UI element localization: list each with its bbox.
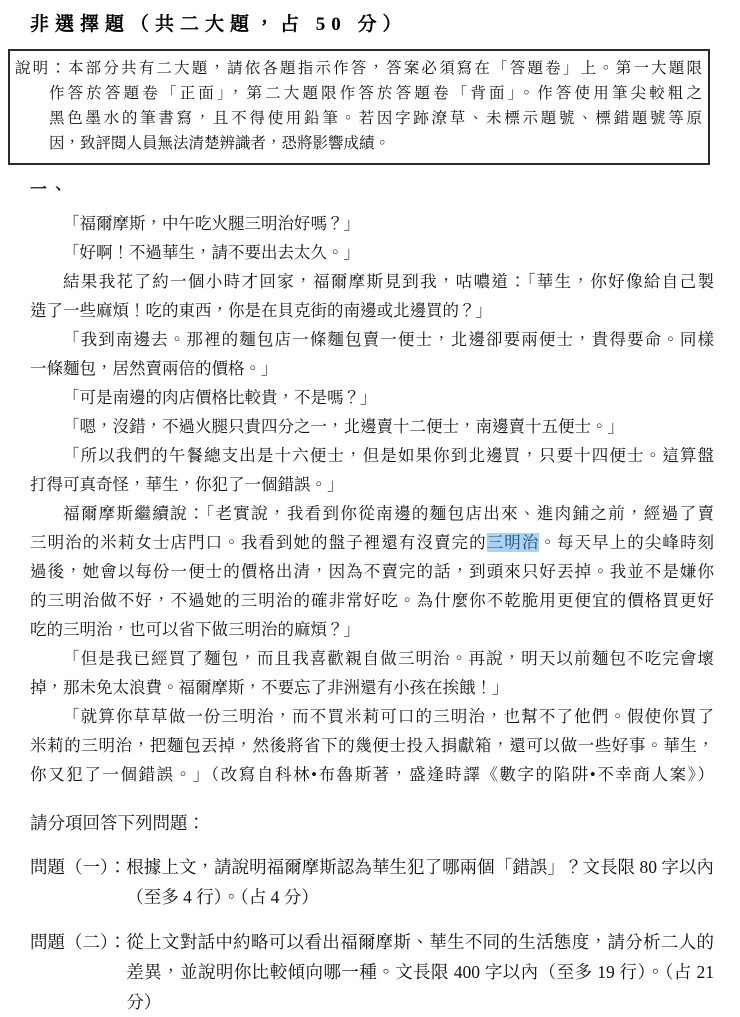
passage-line: 「但是我已經買了麵包，而且我喜歡親自做三明治。再說，明天以前麵包不吃完會壞 — [63, 649, 714, 668]
instructions-text: 本部分共有二大題，請依各題指示作答，答案必須寫在「答題卷」上。第一大題限 — [68, 60, 702, 77]
question-1-label: 問題（一）： — [30, 857, 127, 877]
passage-line: 過後，她會以每份一便士的價格出清，因為不賣完的話，到頭來只好丟掉。我並不是嫌你 — [30, 562, 714, 581]
passage-line: 「就算你草草做一份三明治，而不買米莉可口的三明治，也幫不了他們。假使你買了 — [63, 707, 714, 726]
question-2 — [30, 927, 714, 1017]
passage-line: 你又犯了一個錯誤。」（改寫自科林•布魯斯著，盛逢時譯《數字的陷阱•不幸商人案》） — [30, 765, 714, 784]
passage-line: 「可是南邊的肉店價格比較貴，不是嗎？」 — [63, 388, 377, 407]
section-marker: 一、 — [30, 180, 70, 199]
instructions-line: 因，致評閱人員無法清楚辨識者，恐將影響成績。 — [49, 135, 391, 152]
instructions-line — [15, 56, 702, 81]
passage-line: 的三明治做不好，不過她的三明治的確非常好吃。為什麼你不乾脆用更便宜的價格買更好 — [30, 591, 714, 610]
passage-line: 「好啊！不過華生，請不要出去太久。」 — [63, 243, 360, 262]
passage — [30, 209, 714, 789]
passage-text: 三明治的米莉女士店門口。我看到她的盤子裡還有沒賣完的 — [30, 533, 487, 552]
passage-line: 米莉的三明治，把麵包丟掉，然後將省下的幾便士投入捐獻箱，還可以做一些好事。華生， — [30, 736, 714, 755]
question-1-text: 根據上文，請說明福爾摩斯認為華生犯了哪兩個「錯誤」？文長限 80 字以內（至多 4 行）。（占 4 分） — [126, 857, 714, 907]
passage-line: 「所以我們的午餐總支出是十六便士，但是如果你到北邊買，只要十四便士。這算盤 — [63, 446, 714, 465]
passage-line: 造了一些麻煩！吃的東西，你是在貝克街的南邊或北邊買的？」 — [30, 301, 492, 320]
passage-line: 吃的三明治，也可以省下做三明治的麻煩？」 — [30, 620, 360, 639]
passage-line: 掉，那未免太浪費。福爾摩斯，不要忘了非洲還有小孩在挨餓！」 — [30, 678, 509, 697]
page-title: 非選擇題（共二大題，占 50 分） — [30, 14, 408, 35]
question-2-label: 問題（二）： — [30, 932, 127, 952]
passage-line-with-highlight — [30, 528, 714, 557]
passage-line: 「我到南邊去。那裡的麵包店一條麵包賣一便士，北邊卻要兩便士，貴得要命。同樣 — [63, 330, 714, 349]
highlighted-text: 三明治 — [486, 533, 540, 552]
passage-line: 一條麵包，居然賣兩倍的價格。」 — [30, 359, 278, 378]
passage-text: 。每天早上的尖峰時刻 — [539, 533, 715, 552]
passage-line: 「嗯，沒錯，不過火腿只貴四分之一，北邊賣十二便士，南邊賣十五便士。」 — [63, 417, 624, 436]
instructions-label: 說明： — [15, 60, 69, 77]
passage-line: 結果我花了約一個小時才回家，福爾摩斯見到我，咕噥道：「華生，你好像給自己製 — [63, 272, 714, 291]
passage-line: 打得可真奇怪，華生，你犯了一個錯誤。」 — [30, 475, 344, 494]
question-1 — [30, 852, 714, 912]
instructions-box — [8, 49, 710, 165]
passage-line: 「福爾摩斯，中午吃火腿三明治好嗎？」 — [63, 214, 360, 233]
passage-line: 福爾摩斯繼續說：「老實說，我看到你從南邊的麵包店出來、進肉鋪之前，經過了賣 — [63, 504, 714, 523]
instructions-line: 作答於答題卷「正面」，第二大題限作答於答題卷「背面」。作答使用筆尖較粗之 — [49, 85, 702, 102]
question-2-text: 從上文對話中約略可以看出福爾摩斯、華生不同的生活態度，請分析二人的差異，並說明你比較傾向哪一種。文長限 400 字以內（至多 19 行）。（占 21 分） — [126, 932, 714, 1012]
questions-prompt: 請分項回答下列問題： — [30, 813, 205, 833]
instructions-line: 黑色墨水的筆書寫，且不得使用鉛筆。若因字跡潦草、未標示題號、標錯題號等原 — [49, 110, 702, 127]
